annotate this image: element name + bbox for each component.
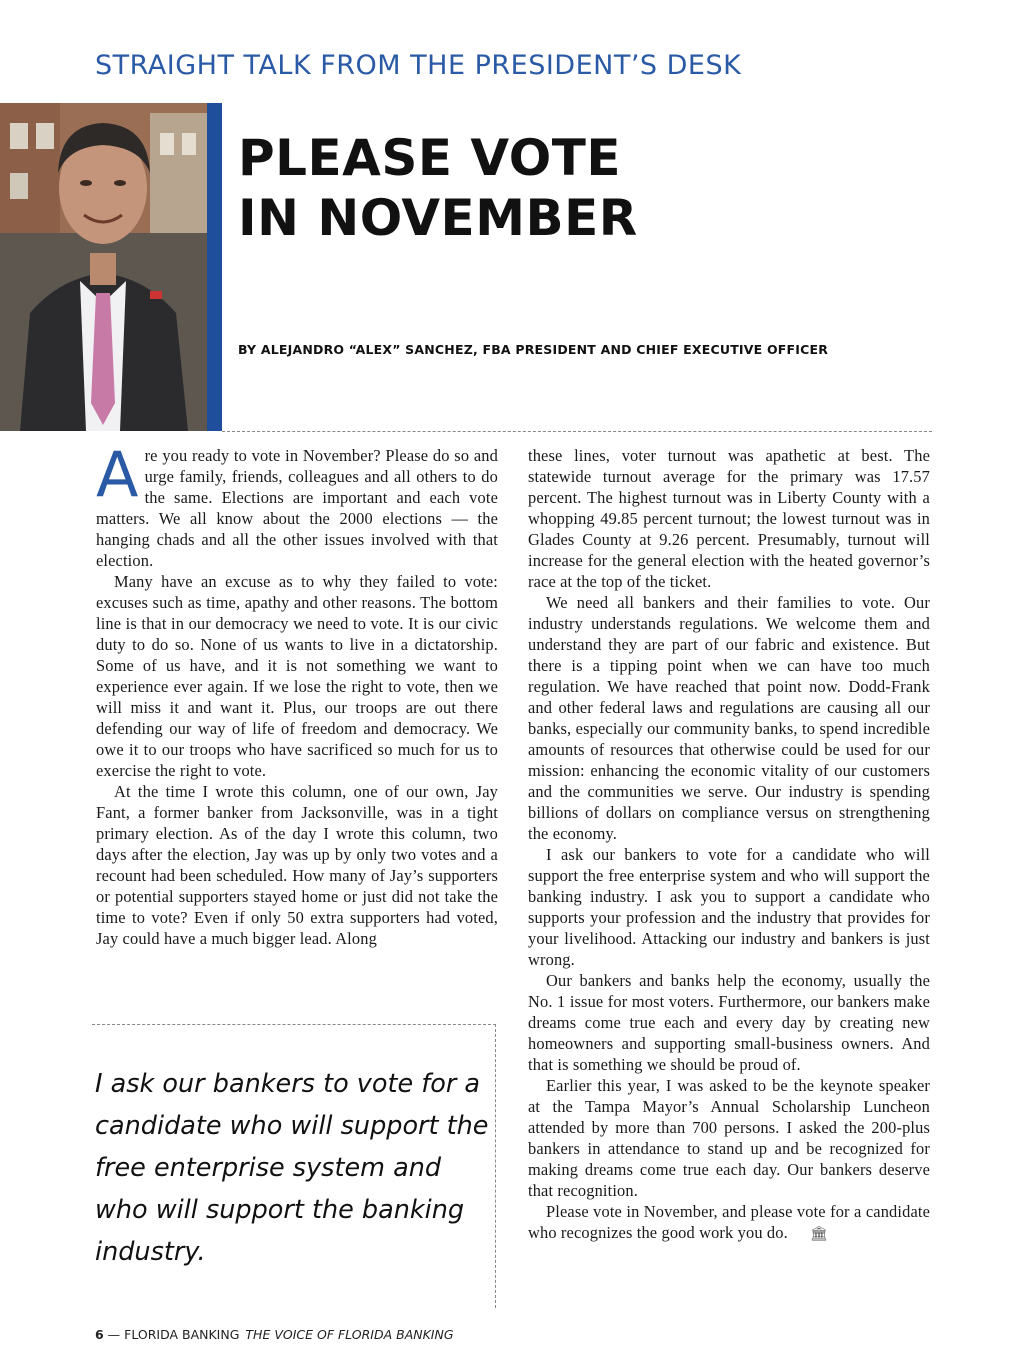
article-paragraph: these lines, voter turnout was apathetic at best. The statewide turnout average for the primary was 17.57 percent. The highest turnout was in Liberty County with a whopping 49.85 percent turnout; the lowest turnout was in Glades County at 9.26 percent. Presumably, turnout will increase for the general election with the heated governor’s race at the top of the ticket. [528,446,930,591]
article-paragraph: Our bankers and banks help the economy, usually the No. 1 issue for most voters. Furthermore, our bankers make dreams come true each and every day by creating new homeowners and supporting small-business owners. And that is something we should be proud of. [528,971,930,1074]
article-paragraph: We need all bankers and their families to vote. Our industry understands regulations. We welcome them and understand they are part of our fabric and existence. But there is a tipping point when we can have too much regulation. We have reached that point now. Dodd-Frank and other federal laws and regulations are causing all our banks, especially our community banks, to spend incredible amounts of resources that otherwise could be used for our mission: enhancing the economic vitality of our customers and the communities we serve. Our industry is spending billions of dollars on compliance versus on strengthening the economy. [528,593,930,843]
article-paragraph: Earlier this year, I was asked to be the keynote speaker at the Tampa Mayor’s Annual Scholarship Luncheon attended by more than 700 persons. I asked the 200-plus bankers in attendance to stand up and be recognized for making dreams come true each day. Our bankers deserve that recognition. [528,1076,930,1200]
author-photo [0,103,207,431]
byline: BY ALEJANDRO “ALEX” SANCHEZ, FBA PRESIDENT AND CHIEF EXECUTIVE OFFICER [238,342,829,357]
paragraph-text: Please vote in November, and please vote for a candidate who recognizes the good work you do. [528,1202,930,1242]
page-footer [95,1327,454,1342]
author-portrait-illustration [0,103,207,431]
accent-bar [207,103,222,431]
divider-top [222,431,932,432]
end-mark-icon: 🏛 [809,1226,828,1242]
paragraph-text: re you ready to vote in November? Please do so and urge family, friends, colleagues and all others to do the same. Elections are important and each vote matters. We all know about the 2000 elections — the hanging chads and all the other issues involved with that election. [96,446,498,570]
pull-quote: I ask our bankers to vote for a candidate who will support the free enterprise system and who will support the banking industry. [95,1069,489,1267]
headline-line-1: PLEASE VOTE [238,129,622,187]
footer-separator: — [103,1327,125,1342]
article-column-left [96,438,498,949]
article-paragraph [96,438,498,571]
drop-cap: A [96,438,139,511]
article-paragraph: At the time I wrote this column, one of our own, Jay Fant, a former banker from Jacksonville, was in a tight primary election. As of the day I wrote this column, two days after the election, Jay was up by only two votes and a recount had been scheduled. How many of Jay’s supporters or potential supporters stayed home or just did not take the time to vote? Even if only 50 extra supporters had voted, Jay could have a much bigger lead. Along [96,782,498,948]
article-paragraph: Many have an excuse as to why they failed to vote: excuses such as time, apathy and other reasons. The bottom line is that in our democracy we need to vote. It is our civic duty to do so. None of us wants to live in a dictatorship. Some of us have, and it is not something we want to experience ever again. If we lose the right to vote, then we will miss it and want it. Plus, our troops are out there defending our way of life of freedom and democracy. We owe it to our troops who have sacrificed so much for us to exercise the right to vote. [96,572,498,780]
article-paragraph [528,1201,930,1245]
publication-name: FLORIDA BANKING [124,1327,240,1342]
publication-tagline: THE VOICE OF FLORIDA BANKING [245,1327,454,1342]
article-column-right [528,445,930,1245]
headline [238,128,638,248]
section-title: STRAIGHT TALK FROM THE PRESIDENT’S DESK [95,50,742,81]
article-paragraph: I ask our bankers to vote for a candidate who will support the free enterprise system and who will support the banking industry. I ask you to support a candidate who supports your profession and the industry that provides for your livelihood. Attacking our industry and bankers is just wrong. [528,845,930,969]
headline-line-2: IN NOVEMBER [238,189,638,247]
page-number: 6 [95,1327,104,1342]
